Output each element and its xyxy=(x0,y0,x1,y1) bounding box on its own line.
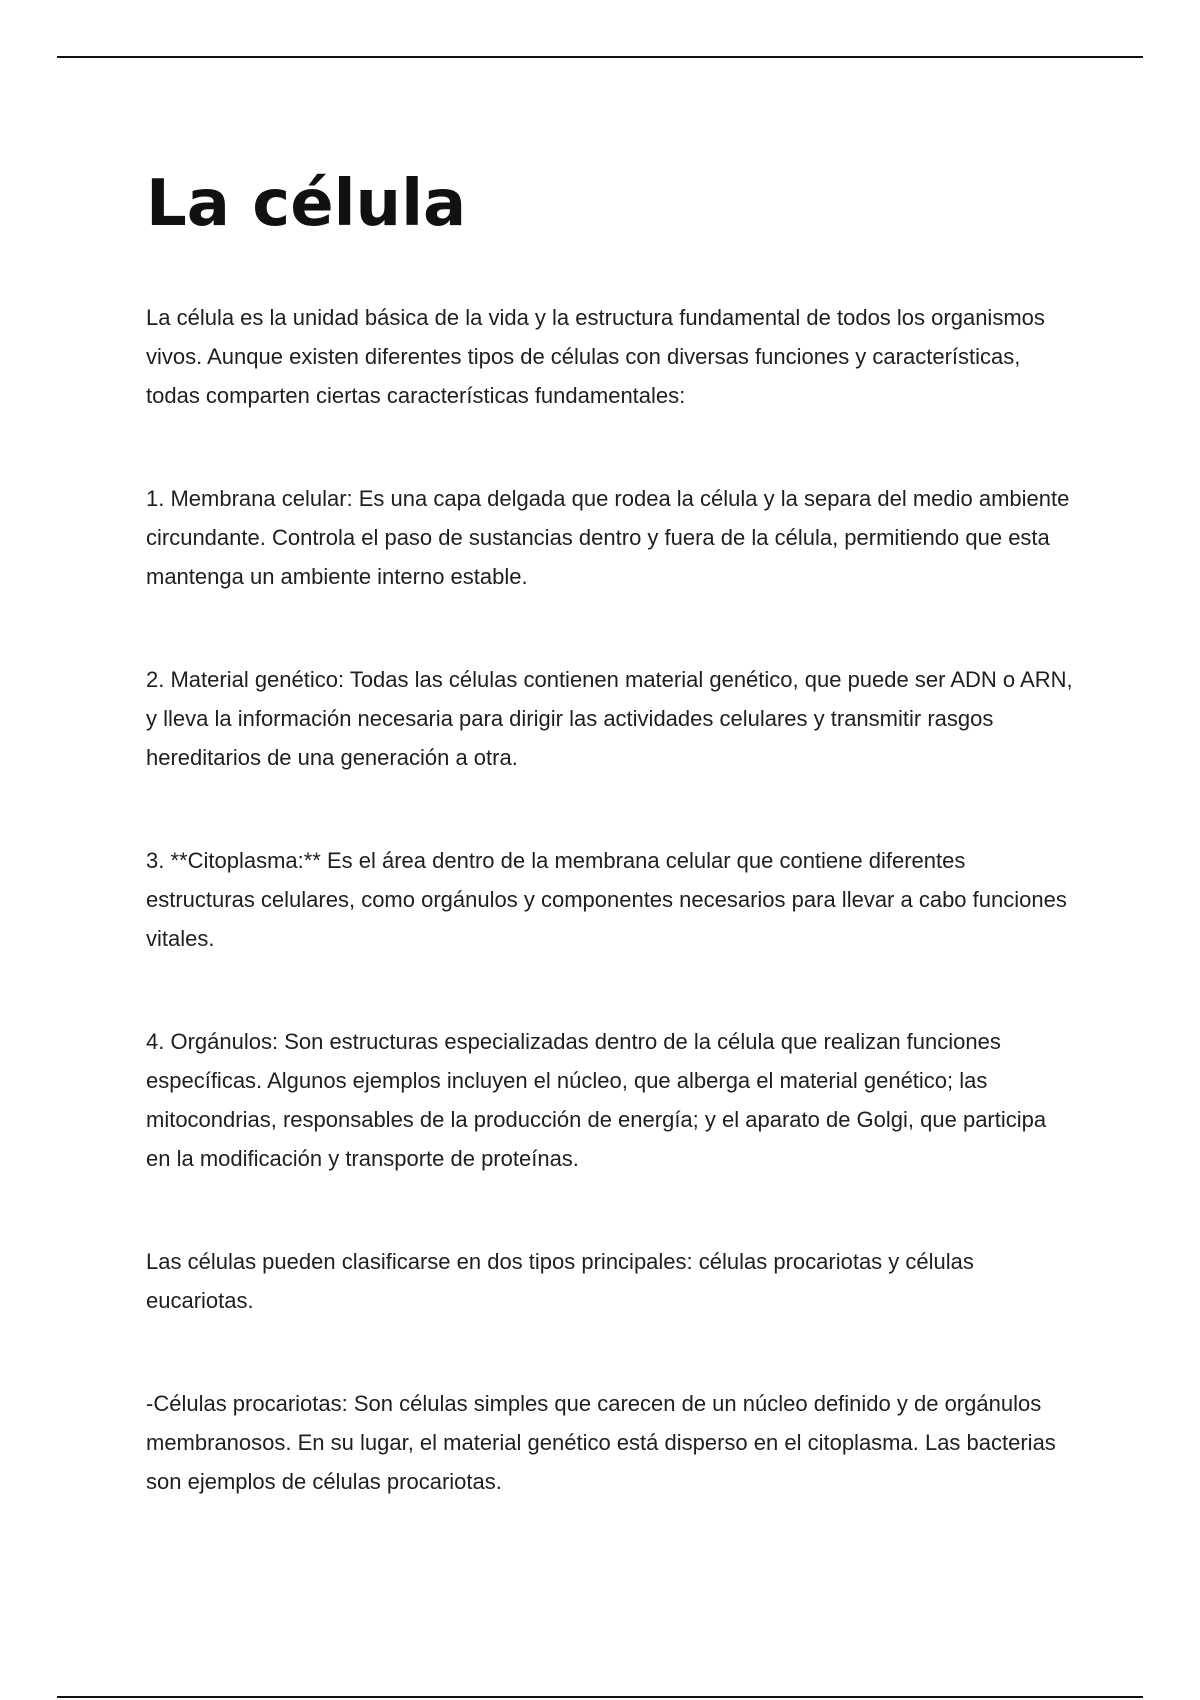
membrana-paragraph: 1. Membrana celular: Es una capa delgada que rodea la célula y la separa del medio ambiente circundante. Controla el paso de sustancias dentro y fuera de la célula, permitiendo que esta mantenga un ambiente interno estable. xyxy=(146,486,1070,589)
citoplasma-paragraph: 3. **Citoplasma:** Es el área dentro de la membrana celular que contiene diferentes estructuras celulares, como orgánulos y componentes necesarios para llevar a cabo funciones vitales. xyxy=(146,848,1067,951)
clasificacion-paragraph: Las células pueden clasificarse en dos tipos principales: células procariotas y células eucariotas. xyxy=(146,1249,974,1313)
material-genetico-paragraph: 2. Material genético: Todas las células contienen material genético, que puede ser ADN o ARN, y lleva la información necesaria para dirigir las actividades celulares y transmitir rasgos hereditarios de una generación a otra. xyxy=(146,667,1073,770)
intro-paragraph: La célula es la unidad básica de la vida y la estructura fundamental de todos los organismos vivos. Aunque existen diferentes tipos de células con diversas funciones y características, todas comparten ciertas características fundamentales: xyxy=(146,305,1045,408)
bottom-divider xyxy=(57,1696,1143,1698)
document-body xyxy=(146,160,1076,1565)
organulos-paragraph: 4. Orgánulos: Son estructuras especializadas dentro de la célula que realizan funciones específicas. Algunos ejemplos incluyen el núcleo, que alberga el material genético; las mitocondrias, responsables de la producción de energía; y el aparato de Golgi, que participa en la modificación y transporte de proteínas. xyxy=(146,1029,1047,1171)
top-divider xyxy=(57,56,1143,58)
paragraph-list xyxy=(146,298,1076,1501)
page-title: La célula xyxy=(146,167,467,241)
procariotas-paragraph: -Células procariotas: Son células simples que carecen de un núcleo definido y de orgánulos membranosos. En su lugar, el material genético está disperso en el citoplasma. Las bacterias son ejemplos de células procariotas. xyxy=(146,1391,1056,1494)
